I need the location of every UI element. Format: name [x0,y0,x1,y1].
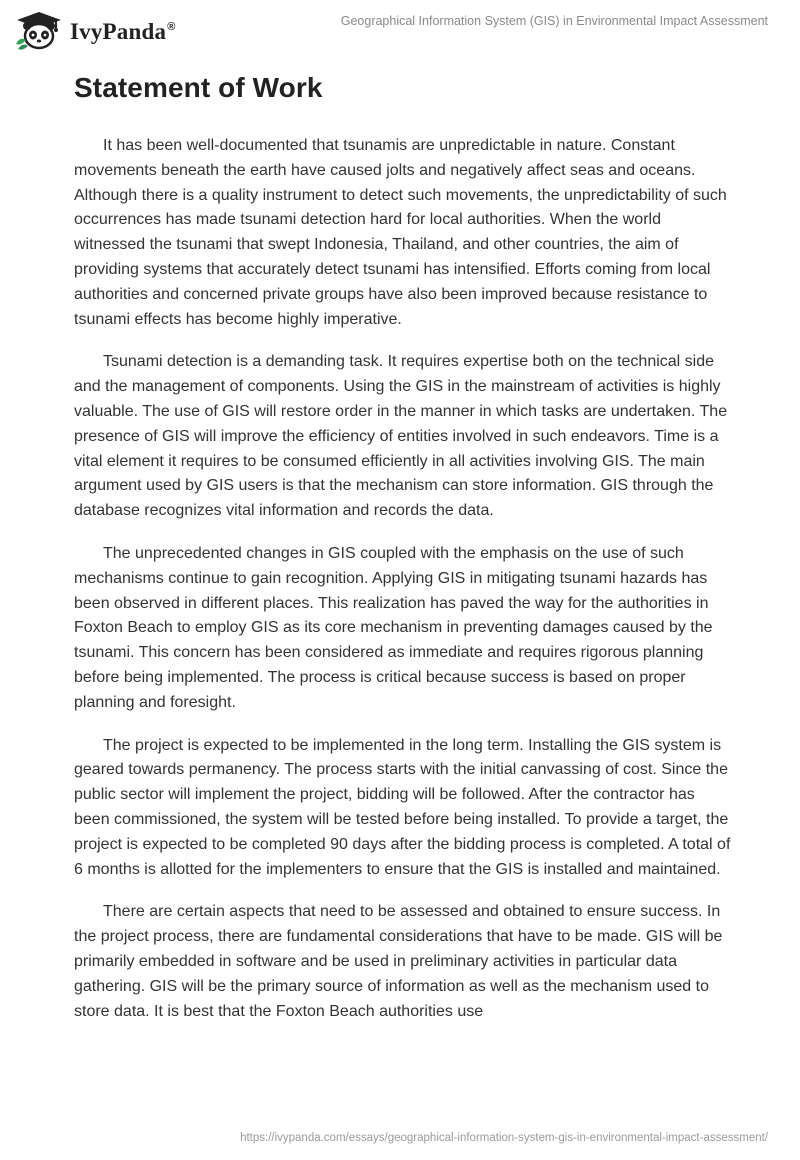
paragraph: Tsunami detection is a demanding task. It requires expertise both on the technical side and the management of components. Using the GIS in the mainstream of activities is highly valuable. The use of GIS will restore order in the manner in which tasks are undertaken. The presence of GIS will improve the efficiency of entities involved in such endeavors. Time is a vital element it requires to be consumed efficiently in all activities involving GIS. The main argument used by GIS users is that the mechanism can store information. GIS through the database recognizes vital information and records the data. [74,353,728,520]
page-title: Statement of Work [74,72,323,103]
paragraph: The unprecedented changes in GIS coupled with the emphasis on the use of such mechanisms continue to gain recognition. Applying GIS in mitigating tsunami hazards has been observed in different places. This realization has paved the way for the authorities in Foxton Beach to employ GIS as its core mechanism in preventing damages caused by the tsunami. This concern has been considered as immediate and requires rigorous planning before being implemented. The process is critical because success is based on proper planning and foresight. [74,544,713,711]
paragraph: It has been well-documented that tsunamis are unpredictable in nature. Constant movements beneath the earth have caused jolts and negatively affect seas and oceans. Although there is a quality instrument to detect such movements, the unpredictability of such occurrences has made tsunami detection hard for local authorities. When the world witnessed the tsunami that swept Indonesia, Thailand, and other countries, the aim of providing systems that accurately detect tsunami has intensified. Efforts coming from local authorities and concerned private groups have also been improved because resistance to tsunami effects has become highly imperative. [74,137,727,328]
page-header [0,0,800,60]
logo-wordmark: IvyPanda® [70,19,176,44]
panda-graduate-icon [14,10,64,50]
ivypanda-logo[interactable] [14,10,176,50]
paragraph: The project is expected to be implemented in the long term. Installing the GIS system is geared towards permanency. The process starts with the initial canvassing of cost. Since the public sector will implement the project, bidding will be followed. After the contractor has been commissioned, the system will be tested before being installed. To provide a target, the project is expected to be completed 90 days after the bidding process is completed. A total of 6 months is allotted for the implementers to ensure that the GIS is installed and maintained. [74,736,731,878]
document-body [74,134,734,1042]
running-title: Geographical Information System (GIS) in Environmental Impact Assessment [340,14,768,28]
paragraph: There are certain aspects that need to be assessed and obtained to ensure success. In the project process, there are fundamental considerations that have to be made. GIS will be primarily embedded in software and be used in preliminary activities in particular data gathering. GIS will be the primary source of information as well as the mechanism used to store data. It is best that the Foxton Beach authorities use [74,903,723,1020]
source-url[interactable]: https://ivypanda.com/essays/geographical-information-system-gis-in-environmental-impact-assessment/ [240,1132,768,1144]
